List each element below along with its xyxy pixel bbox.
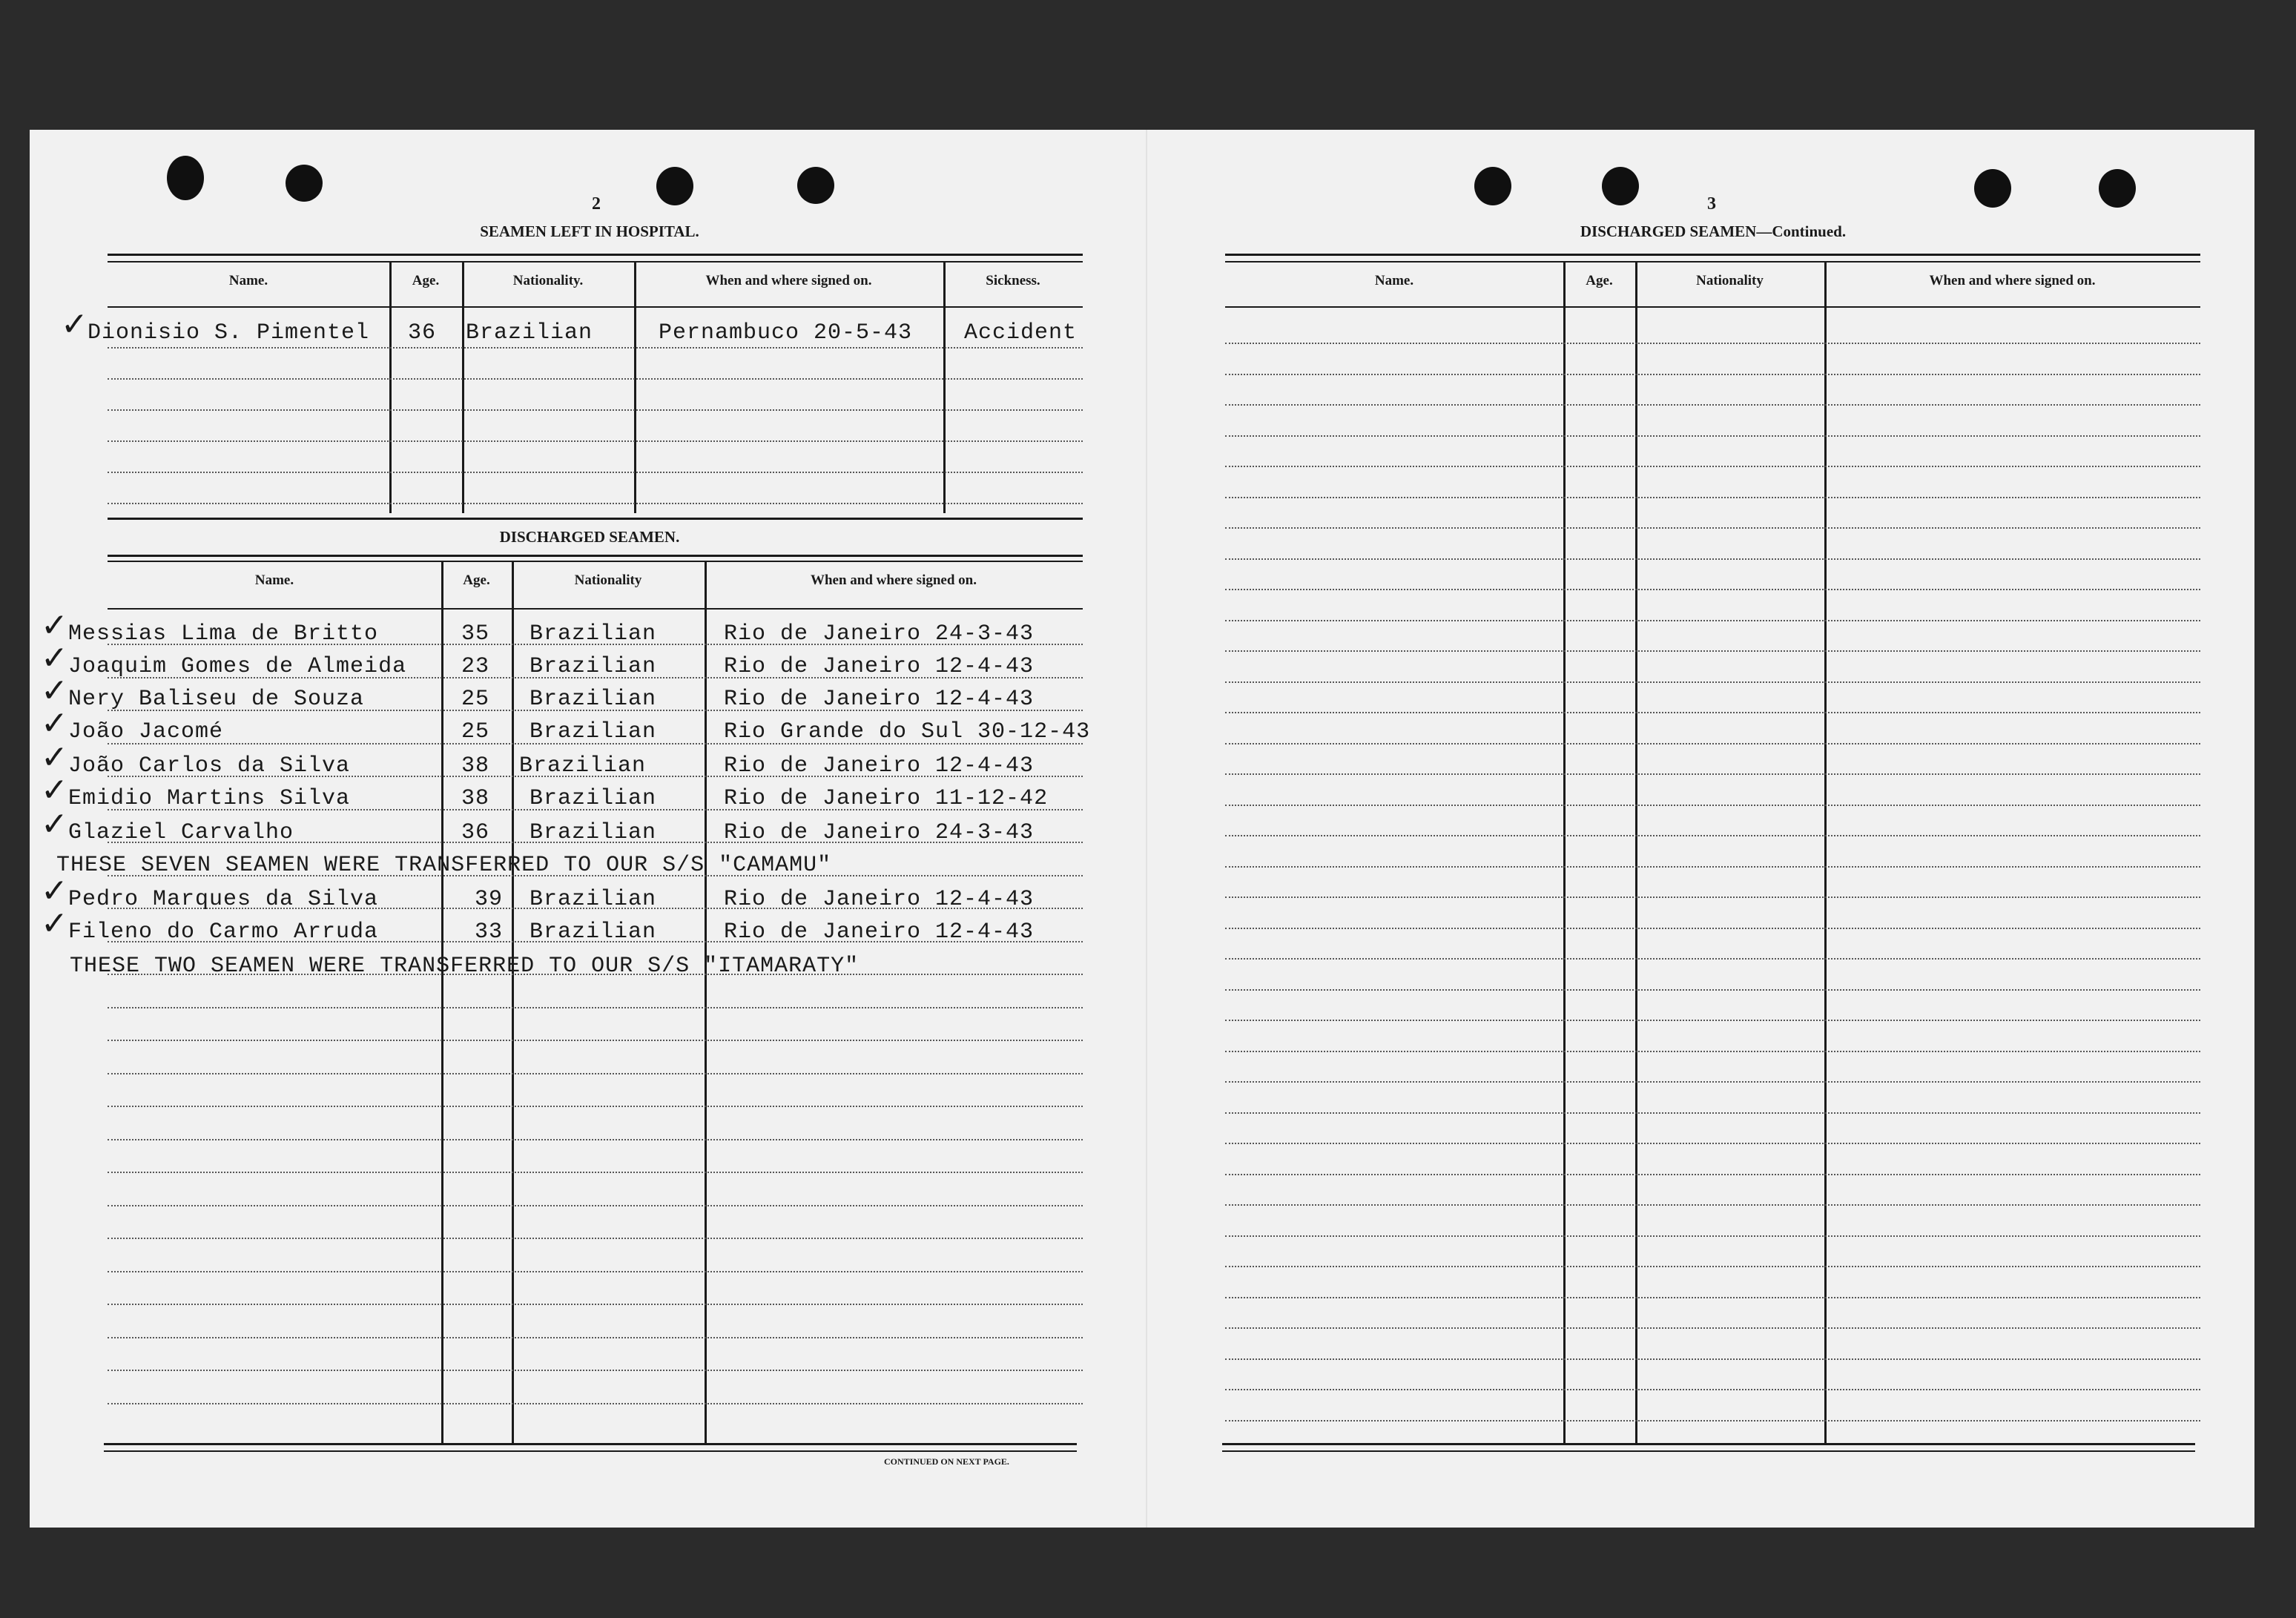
hospital-col-nationality: Nationality. [512, 273, 584, 288]
right-col-name: Name. [1374, 273, 1414, 288]
discharged-age: 33 [475, 919, 504, 945]
ruled-line [108, 1337, 1083, 1338]
ruled-line [1225, 896, 2200, 898]
ruled-line [108, 1271, 1083, 1272]
discharged-name: Messias Lima de Britto [68, 621, 379, 647]
ruled-line [1225, 620, 2200, 621]
ruled-line [108, 1403, 1083, 1404]
hospital-table-rule [108, 261, 1083, 262]
punch-hole [656, 167, 693, 205]
ruled-line [1225, 712, 2200, 713]
check-mark: ✓ [41, 639, 68, 677]
ruled-line [108, 1106, 1083, 1107]
hospital-row-line [108, 378, 1083, 380]
discharged-nationality: Brazilian [530, 820, 657, 845]
punch-hole [1602, 167, 1639, 205]
discharged-nationality: Brazilian [530, 887, 657, 912]
ruled-line [1225, 1235, 2200, 1237]
discharged-age: 23 [461, 654, 490, 679]
hospital-col-divider [389, 261, 392, 513]
discharged-nationality: Brazilian [530, 919, 657, 945]
discharged-col-signed-on: When and where signed on. [810, 572, 977, 588]
discharged-signed-on: Rio de Janeiro 12-4-43 [724, 687, 1035, 712]
punch-hole [1974, 169, 2011, 208]
page-fold [1146, 130, 1147, 1528]
ruled-line [1225, 1358, 2200, 1360]
discharged-name: Emidio Martins Silva [68, 786, 351, 811]
hospital-col-sickness: Sickness. [986, 273, 1040, 288]
ruled-line [1225, 1297, 2200, 1298]
discharged-signed-on: Rio de Janeiro 12-4-43 [724, 753, 1035, 779]
hospital-section-title: SEAMEN LEFT IN HOSPITAL. [480, 222, 699, 240]
discharged-title-rule [108, 561, 1083, 562]
ruled-line [1225, 527, 2200, 529]
discharged-table-bottom-rule [104, 1443, 1077, 1445]
discharged-signed-on: Rio de Janeiro 24-3-43 [724, 621, 1035, 647]
discharged-name: João Jacomé [68, 719, 224, 744]
ruled-line [1225, 1020, 2200, 1021]
hospital-col-divider [943, 261, 946, 513]
ruled-line [1225, 343, 2200, 344]
discharged-name: Joaquim Gomes de Almeida [68, 654, 407, 679]
discharged-signed-on: Rio Grande do Sul 30-12-43 [724, 719, 1091, 744]
ruled-line [1225, 773, 2200, 775]
discharged-name: João Carlos da Silva [68, 753, 351, 779]
ruled-line [108, 1040, 1083, 1041]
punch-hole [2099, 169, 2136, 208]
page-number-left: 2 [592, 194, 601, 214]
punch-hole [167, 156, 204, 200]
discharged-nationality: Brazilian [530, 786, 657, 811]
hospital-row-line [108, 503, 1083, 504]
ruled-line [108, 1304, 1083, 1305]
ruled-line [1225, 1051, 2200, 1052]
right-table-bottom-rule [1222, 1450, 2195, 1452]
ruled-line [1225, 1389, 2200, 1390]
right-table-top-rule [1225, 261, 2200, 262]
discharged-signed-on: Rio de Janeiro 12-4-43 [724, 919, 1035, 945]
discharged-signed-on: Rio de Janeiro 24-3-43 [724, 820, 1035, 845]
hospital-row-line [108, 440, 1083, 442]
discharged-age: 38 [461, 786, 490, 811]
discharged-continued-title: DISCHARGED SEAMEN—Continued. [1580, 222, 1847, 240]
discharged-table-bottom-rule [104, 1450, 1077, 1452]
discharged-nationality: Brazilian [530, 654, 657, 679]
discharged-age: 39 [475, 887, 504, 912]
discharged-name: Fileno do Carmo Arruda [68, 919, 379, 945]
ruled-line [1225, 1327, 2200, 1329]
right-col-nationality: Nationality [1696, 273, 1764, 288]
ruled-line [1225, 589, 2200, 590]
ruled-line [1225, 805, 2200, 806]
ruled-line [1225, 681, 2200, 683]
hospital-signed-on: Pernambuco 20-5-43 [659, 320, 913, 346]
hospital-sickness: Accident [964, 320, 1078, 346]
ruled-line [108, 1370, 1083, 1371]
right-table-bottom-rule [1222, 1443, 2195, 1445]
discharged-age: 25 [461, 719, 490, 744]
punch-hole [797, 167, 834, 204]
transfer-note-itamaraty: THESE TWO SEAMEN WERE TRANSFERRED TO OUR S/S "ITAMARATY" [70, 954, 860, 979]
ruled-line [1225, 835, 2200, 836]
ruled-line [1225, 1204, 2200, 1206]
ruled-line [1225, 497, 2200, 498]
discharged-signed-on: Rio de Janeiro 11-12-42 [724, 786, 1049, 811]
discharged-col-nationality: Nationality [574, 572, 642, 588]
ruled-line [108, 1238, 1083, 1239]
hospital-col-name: Name. [228, 273, 268, 288]
ruled-line [1225, 435, 2200, 437]
discharged-name: Pedro Marques da Silva [68, 887, 379, 912]
right-header-rule [1225, 306, 2200, 308]
discharged-signed-on: Rio de Janeiro 12-4-43 [724, 654, 1035, 679]
hospital-row-line [108, 472, 1083, 473]
discharged-age: 36 [461, 820, 490, 845]
ruled-line [1225, 1081, 2200, 1083]
discharged-nationality: Brazilian [530, 719, 657, 744]
check-mark: ✓ [61, 306, 88, 343]
ruled-line [1225, 374, 2200, 375]
hospital-col-age: Age. [412, 273, 440, 288]
ruled-line [1225, 558, 2200, 560]
discharged-col-divider [441, 561, 443, 1443]
check-mark: ✓ [41, 771, 68, 809]
discharged-col-age: Age. [463, 572, 490, 588]
check-mark: ✓ [41, 739, 68, 776]
ruled-line [1225, 958, 2200, 960]
discharged-name: Glaziel Carvalho [68, 820, 294, 845]
right-table-top-rule [1225, 254, 2200, 256]
check-mark: ✓ [41, 905, 68, 942]
hospital-col-divider [634, 261, 636, 513]
discharged-nationality: Brazilian [530, 687, 657, 712]
ruled-line [1225, 928, 2200, 929]
page-number-right: 3 [1707, 194, 1716, 214]
hospital-age: 36 [408, 320, 437, 346]
discharged-nationality: Brazilian [519, 753, 647, 779]
hospital-name: Dionisio S. Pimentel [88, 320, 370, 346]
check-mark: ✓ [41, 672, 68, 710]
ruled-line [1225, 743, 2200, 744]
ruled-line [108, 1205, 1083, 1206]
discharged-col-divider [512, 561, 514, 1443]
hospital-nationality: Brazilian [466, 320, 593, 346]
ruled-line [108, 1007, 1083, 1008]
continued-on-next-page: CONTINUED ON NEXT PAGE. [884, 1456, 1009, 1467]
ruled-line [1225, 1266, 2200, 1267]
transfer-note-camamu: THESE SEVEN SEAMEN WERE TRANSFERRED TO OUR S/S "CAMAMU" [56, 853, 832, 878]
discharged-name: Nery Baliseu de Souza [68, 687, 365, 712]
check-mark: ✓ [41, 805, 68, 843]
check-mark: ✓ [41, 872, 68, 910]
punch-hole [1474, 167, 1511, 205]
discharged-age: 38 [461, 753, 490, 779]
ruled-line [1225, 1174, 2200, 1175]
ruled-line [1225, 1112, 2200, 1114]
discharged-col-name: Name. [254, 572, 294, 588]
ruled-line [1225, 866, 2200, 868]
discharged-section-title: DISCHARGED SEAMEN. [499, 528, 680, 546]
hospital-table-top-rule [108, 254, 1083, 256]
ruled-line [1225, 989, 2200, 991]
discharged-signed-on: Rio de Janeiro 12-4-43 [724, 887, 1035, 912]
discharged-age: 25 [461, 687, 490, 712]
hospital-header-rule [108, 306, 1083, 308]
discharged-header-rule [108, 608, 1083, 610]
ruled-line [1225, 1143, 2200, 1144]
right-col-age: Age. [1586, 273, 1613, 288]
ruled-line [108, 1172, 1083, 1173]
punch-hole [286, 165, 323, 202]
right-col-signed-on: When and where signed on. [1929, 273, 2096, 288]
discharged-age: 35 [461, 621, 490, 647]
check-mark: ✓ [41, 607, 68, 644]
discharged-table-top-rule [108, 518, 1083, 520]
ruled-line [1225, 1420, 2200, 1421]
check-mark: ✓ [41, 704, 68, 742]
discharged-col-divider [705, 561, 707, 1443]
hospital-col-signed-on: When and where signed on. [705, 273, 872, 288]
ruled-line [1225, 404, 2200, 406]
ruled-line [108, 1073, 1083, 1074]
ruled-line [1225, 466, 2200, 467]
ruled-line [108, 1139, 1083, 1140]
ruled-line [1225, 650, 2200, 652]
hospital-row-line [108, 409, 1083, 411]
hospital-col-divider [462, 261, 464, 513]
hospital-row-line [108, 347, 1083, 349]
discharged-title-rule [108, 555, 1083, 557]
discharged-nationality: Brazilian [530, 621, 657, 647]
